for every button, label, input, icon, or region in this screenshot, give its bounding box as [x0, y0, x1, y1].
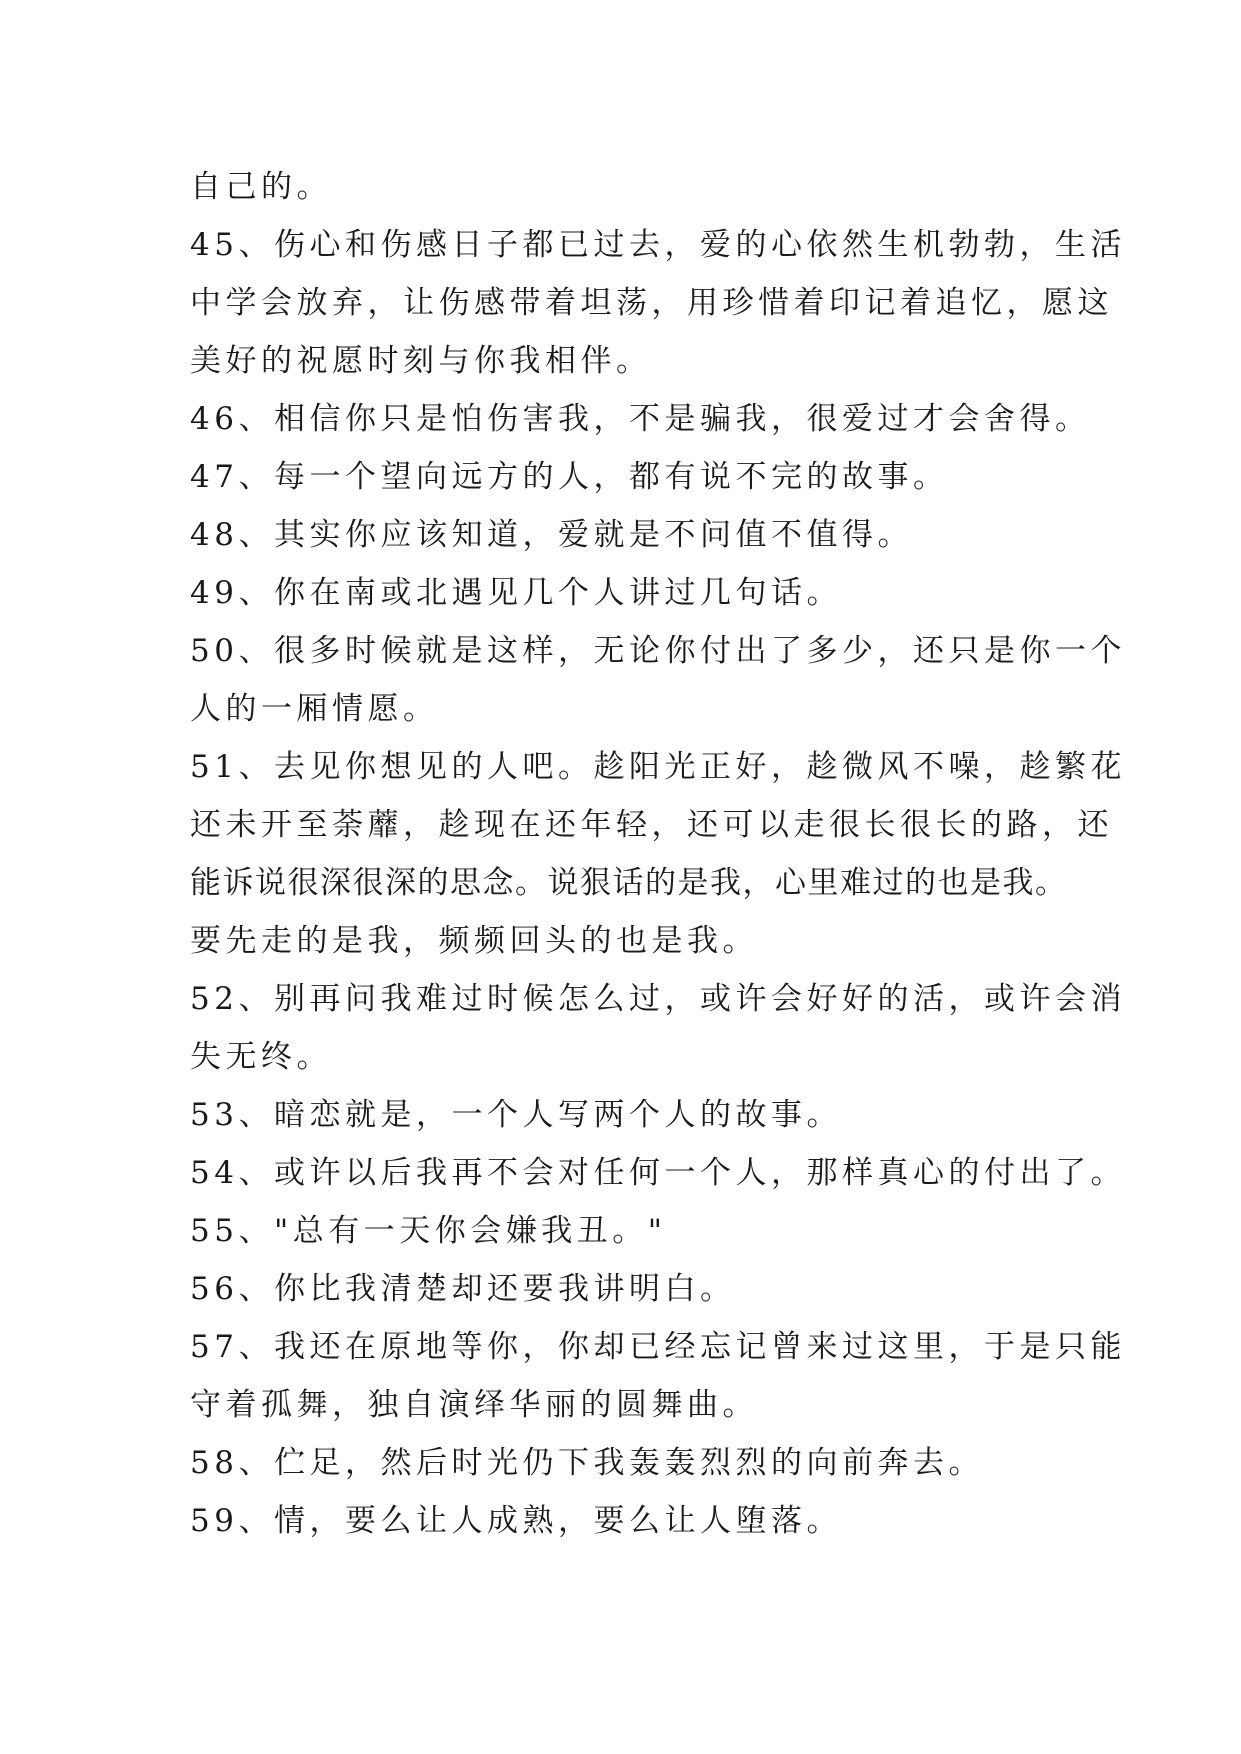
text-line: 自己的。: [190, 169, 332, 205]
text-line: 人的一厢情愿。: [190, 691, 439, 727]
text-line: 中学会放弃，让伤感带着坦荡，用珍惜着印记着追忆，愿这: [190, 285, 1113, 321]
text-line: 46、相信你只是怕伤害我，不是骗我，很爱过才会舍得。: [190, 401, 1091, 437]
text-line: 57、我还在原地等你，你却已经忘记曾来过这里，于是只能: [190, 1329, 1126, 1365]
text-line: 55、"总有一天你会嫌我丑。": [190, 1213, 667, 1249]
text-line: 49、你在南或北遇见几个人讲过几句话。: [190, 575, 842, 611]
text-line: 51、去见你想见的人吧。趁阳光正好，趁微风不噪，趁繁花: [190, 749, 1126, 785]
text-line: 54、或许以后我再不会对任何一个人，那样真心的付出了。: [190, 1155, 1126, 1191]
text-line: 52、别再问我难过时候怎么过，或许会好好的活，或许会消: [190, 981, 1126, 1017]
text-line: 58、伫足，然后时光仍下我轰轰烈烈的向前奔去。: [190, 1445, 984, 1481]
text-line: 50、很多时候就是这样，无论你付出了多少，还只是你一个: [190, 633, 1126, 669]
text-line: 47、每一个望向远方的人，都有说不完的故事。: [190, 459, 949, 495]
text-line: 59、情，要么让人成熟，要么让人堕落。: [190, 1503, 842, 1539]
text-line: 失无终。: [190, 1039, 332, 1075]
document-body: [190, 158, 1126, 1550]
text-line: 45、伤心和伤感日子都已过去，爱的心依然生机勃勃，生活: [190, 227, 1126, 263]
text-line: 美好的祝愿时刻与你我相伴。: [190, 343, 652, 379]
text-line: 还未开至荼蘼，趁现在还年轻，还可以走很长很长的路，还: [190, 807, 1113, 843]
text-line: 53、暗恋就是，一个人写两个人的故事。: [190, 1097, 842, 1133]
text-line: 56、你比我清楚却还要我讲明白。: [190, 1271, 736, 1307]
text-line: 48、其实你应该知道，爱就是不问值不值得。: [190, 517, 913, 553]
text-line: 守着孤舞，独自演绎华丽的圆舞曲。: [190, 1387, 758, 1423]
text-line: 要先走的是我，频频回头的也是我。: [190, 923, 758, 959]
text-line: 能诉说很深很深的思念。说狠话的是我，心里难过的也是我。: [190, 865, 1068, 901]
